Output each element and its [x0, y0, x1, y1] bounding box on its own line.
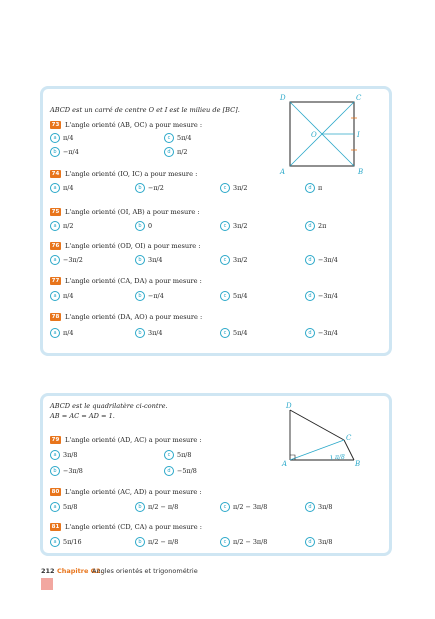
option-letter: a [50, 291, 60, 301]
option-letter: a [50, 537, 60, 547]
quadrilateral-figure [282, 402, 362, 474]
option-a[interactable] [50, 255, 83, 265]
option-d[interactable] [305, 502, 333, 512]
option-letter: c [220, 183, 230, 193]
block1-intro: ABCD est un carré de centre O et I est le milieu de [BC]. [50, 106, 240, 114]
option-letter: b [135, 537, 145, 547]
option-a[interactable] [50, 133, 73, 143]
label-d: D [286, 402, 292, 410]
option-value: 5π/16 [63, 538, 82, 546]
option-letter: a [50, 502, 60, 512]
option-value: −3π/4 [318, 292, 338, 300]
option-c[interactable] [220, 255, 248, 265]
option-value: 3π/4 [148, 256, 163, 264]
question-number: 80 [51, 489, 60, 495]
label-o: O [311, 131, 317, 139]
option-letter: c [220, 291, 230, 301]
label-a: A [282, 460, 288, 468]
option-value: π/2 − π/8 [148, 503, 179, 511]
option-letter: d [305, 255, 315, 265]
option-a[interactable] [50, 328, 73, 338]
question-text: L'angle orienté (CD, CA) a pour mesure : [65, 523, 202, 531]
option-letter: b [135, 502, 145, 512]
option-value: −π/4 [63, 148, 79, 156]
label-i: I [357, 131, 360, 139]
square-figure [278, 92, 368, 182]
option-value: −5π/8 [177, 467, 197, 475]
option-c[interactable] [220, 537, 267, 547]
option-value: 5π/8 [177, 451, 192, 459]
option-d[interactable] [305, 291, 338, 301]
option-value: 5π/4 [177, 134, 192, 142]
segment-bc [344, 440, 354, 460]
option-value: π [318, 184, 323, 192]
footer-color-block [41, 578, 53, 590]
option-value: −π/2 [148, 184, 164, 192]
option-c[interactable] [220, 291, 248, 301]
label-a: A [280, 168, 286, 176]
option-value: −π/4 [148, 292, 164, 300]
option-letter: d [305, 291, 315, 301]
option-letter: a [50, 255, 60, 265]
option-value: π/4 [63, 292, 74, 300]
option-letter: b [135, 183, 145, 193]
question-number: 75 [51, 209, 60, 215]
option-b[interactable] [135, 221, 152, 231]
chapter-title: Angles orientés et trigonométrie [92, 567, 198, 575]
option-a[interactable] [50, 183, 73, 193]
option-value: 3π/8 [318, 503, 333, 511]
question-number: 73 [51, 122, 60, 128]
question-number: 76 [51, 243, 60, 249]
option-letter: c [220, 537, 230, 547]
question-text: L'angle orienté (CA, DA) a pour mesure : [65, 277, 202, 285]
option-value: 5π/4 [233, 292, 248, 300]
option-d[interactable] [305, 537, 333, 547]
option-value: π/2 − π/8 [148, 538, 179, 546]
option-b[interactable] [135, 255, 163, 265]
option-value: π/4 [63, 134, 74, 142]
option-letter: a [50, 328, 60, 338]
option-letter: c [220, 255, 230, 265]
option-d[interactable] [305, 328, 338, 338]
option-letter: a [50, 221, 60, 231]
option-value: 3π/4 [148, 329, 163, 337]
option-value: π/4 [63, 184, 74, 192]
option-letter: c [220, 328, 230, 338]
option-b[interactable] [135, 328, 163, 338]
option-letter: d [305, 502, 315, 512]
option-letter: b [135, 328, 145, 338]
option-letter: c [220, 502, 230, 512]
question-text: L'angle orienté (AD, AC) a pour mesure : [65, 436, 202, 444]
option-letter: c [164, 450, 174, 460]
option-a[interactable] [50, 502, 78, 512]
option-value: π/2 [63, 222, 74, 230]
option-letter: c [164, 133, 174, 143]
option-a[interactable] [50, 450, 78, 460]
option-letter: b [135, 255, 145, 265]
question-number: 77 [51, 278, 60, 284]
option-value: 5π/4 [233, 329, 248, 337]
option-b[interactable] [135, 291, 164, 301]
segment-cd [290, 410, 344, 440]
option-c[interactable] [164, 450, 192, 460]
angle-label: π/8 [335, 454, 345, 461]
option-value: 3π/2 [233, 184, 248, 192]
option-b[interactable] [135, 502, 178, 512]
option-letter: b [135, 221, 145, 231]
option-value: 0 [148, 222, 153, 230]
option-letter: a [50, 450, 60, 460]
option-value: 3π/2 [233, 256, 248, 264]
option-letter: d [305, 221, 315, 231]
option-letter: c [220, 221, 230, 231]
option-c[interactable] [220, 221, 248, 231]
option-a[interactable] [50, 291, 73, 301]
option-value: π/4 [63, 329, 74, 337]
option-c[interactable] [220, 328, 248, 338]
angle-arc [331, 455, 332, 460]
block2-intro-2: AB = AC = AD = 1. [50, 412, 115, 420]
option-letter: d [305, 328, 315, 338]
option-value: −3π/2 [63, 256, 83, 264]
option-value: −3π/4 [318, 329, 338, 337]
option-value: π/2 − 3π/8 [233, 538, 268, 546]
option-value: 3π/8 [63, 451, 78, 459]
page-number: 212 [41, 567, 55, 575]
question-text: L'angle orienté (OI, AB) a pour mesure : [65, 208, 200, 216]
option-b[interactable] [50, 466, 83, 476]
question-number: 74 [51, 171, 60, 177]
question-text: L'angle orienté (IO, IC) a pour mesure : [65, 170, 198, 178]
option-d[interactable] [305, 183, 322, 193]
option-c[interactable] [220, 183, 248, 193]
question-text: L'angle orienté (AC, AD) a pour mesure : [65, 488, 202, 496]
question-number: 79 [51, 437, 60, 443]
question-text: L'angle orienté (DA, AO) a pour mesure : [65, 313, 203, 321]
option-letter: a [50, 133, 60, 143]
option-value: π/2 [177, 148, 188, 156]
option-d[interactable] [164, 466, 197, 476]
option-letter: b [50, 466, 60, 476]
option-value: −3π/4 [318, 256, 338, 264]
option-value: 3π/2 [233, 222, 248, 230]
option-letter: b [50, 147, 60, 157]
label-c: C [346, 434, 352, 442]
option-letter: d [305, 183, 315, 193]
option-b[interactable] [135, 183, 164, 193]
option-letter: a [50, 183, 60, 193]
option-d[interactable] [305, 255, 338, 265]
block2-intro-1: ABCD est le quadrilatère ci-contre. [50, 402, 168, 410]
option-a[interactable] [50, 537, 82, 547]
option-c[interactable] [220, 502, 267, 512]
option-d[interactable] [305, 221, 326, 231]
option-a[interactable] [50, 221, 73, 231]
option-value: 2π [318, 222, 327, 230]
option-letter: d [305, 537, 315, 547]
question-text: L'angle orienté (OD, OI) a pour mesure : [65, 242, 201, 250]
label-b: B [355, 460, 361, 468]
question-number: 81 [51, 524, 60, 530]
label-d: D [280, 94, 286, 102]
option-d[interactable] [164, 147, 187, 157]
label-c: C [356, 94, 362, 102]
option-letter: d [164, 147, 174, 157]
chapter-label: Chapitre G2. [57, 567, 103, 575]
label-b: B [358, 168, 364, 176]
option-value: −3π/8 [63, 467, 83, 475]
option-letter: b [135, 291, 145, 301]
option-letter: d [164, 466, 174, 476]
option-value: 5π/8 [63, 503, 78, 511]
question-text: L'angle orienté (AB, OC) a pour mesure : [65, 121, 203, 129]
option-c[interactable] [164, 133, 192, 143]
option-b[interactable] [135, 537, 178, 547]
option-b[interactable] [50, 147, 79, 157]
option-value: π/2 − 3π/8 [233, 503, 268, 511]
question-number: 78 [51, 314, 60, 320]
option-value: 3π/8 [318, 538, 333, 546]
